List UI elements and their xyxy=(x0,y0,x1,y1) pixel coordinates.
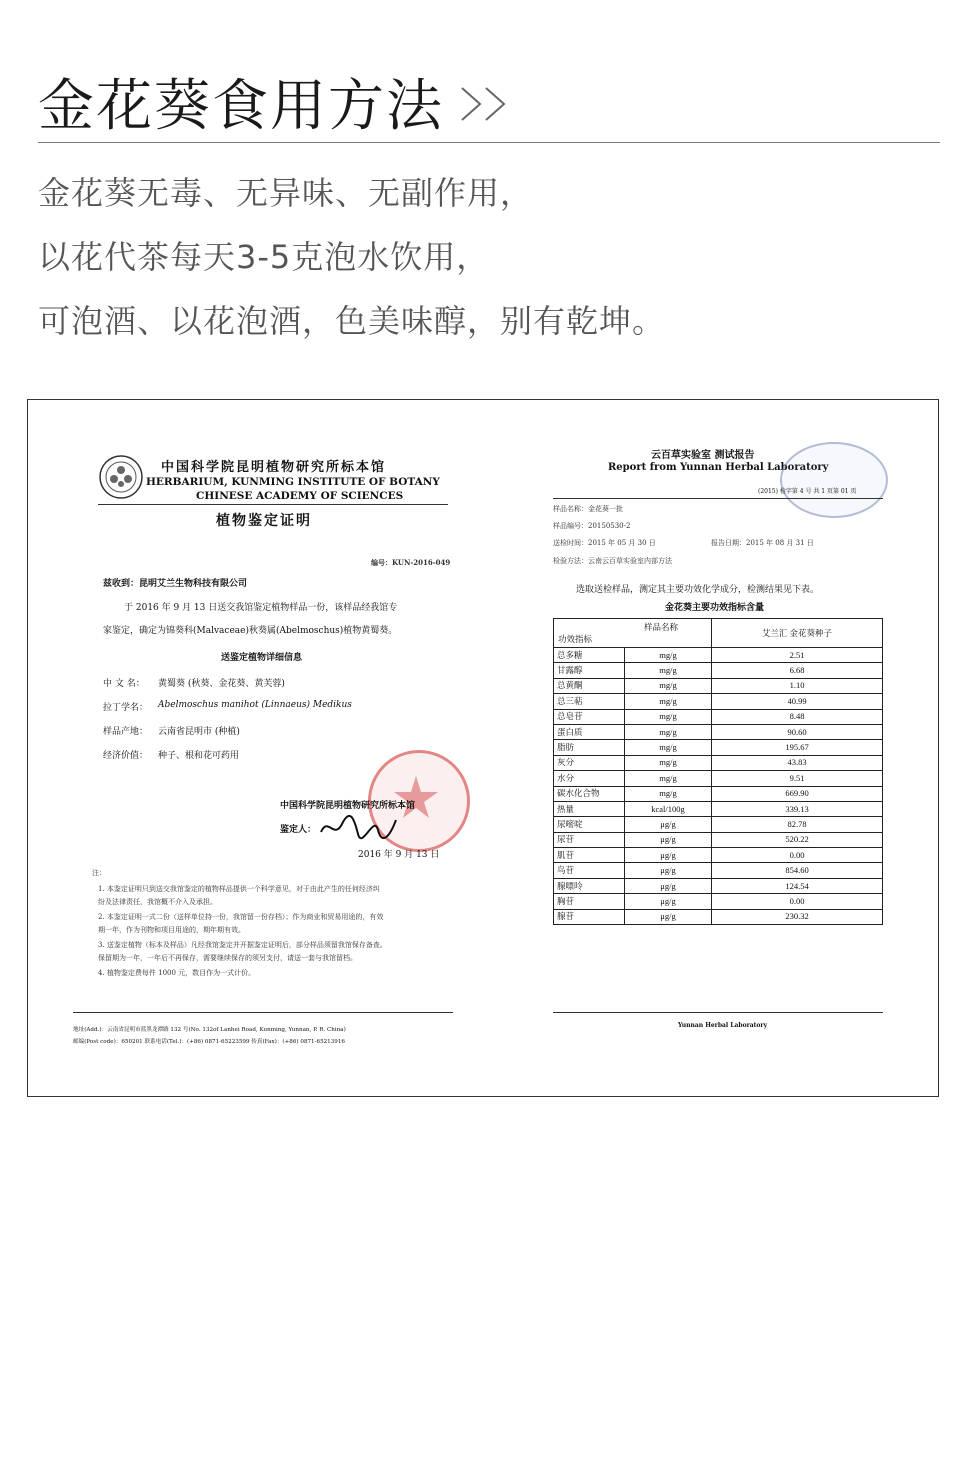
table-cell-unit: μg/g xyxy=(625,848,712,863)
table-cell-name: 总皂苷 xyxy=(554,709,625,724)
table-cell-value: 520.22 xyxy=(712,832,883,847)
table-cell-unit: kcal/100g xyxy=(625,801,712,816)
table-cell-unit: μg/g xyxy=(625,878,712,893)
table-cell-name: 甘露醇 xyxy=(554,663,625,678)
detail-label: 经济价值： xyxy=(103,751,149,761)
test-method: 检验方法：云南云百草实验室内部方法 xyxy=(553,557,672,565)
lab-seal-stamp xyxy=(780,442,888,518)
table-row xyxy=(554,801,883,816)
table-header-row xyxy=(554,619,883,648)
table-cell-value: 9.51 xyxy=(712,771,883,786)
table-cell-value: 124.54 xyxy=(712,878,883,893)
table-cell-value: 90.60 xyxy=(712,724,883,739)
table-cell-name: 尿苷 xyxy=(554,832,625,847)
note-line: 期一年，作为刊物和项目用途的，期年期有效。 xyxy=(98,926,245,934)
sample-number: 样品编号：20150530-2 xyxy=(553,522,631,530)
table-row xyxy=(554,832,883,847)
table-cell-value: 2.51 xyxy=(712,648,883,663)
table-cell-value: 339.13 xyxy=(712,801,883,816)
lab-test-report xyxy=(28,400,939,1097)
table-cell-unit: μg/g xyxy=(625,894,712,909)
certificate-title: 植物鉴定证明 xyxy=(216,513,312,529)
table-row xyxy=(554,786,883,801)
sample-name: 样品名称：金花葵一批 xyxy=(553,505,623,513)
table-row xyxy=(554,817,883,832)
nutrient-table xyxy=(553,618,883,925)
table-cell-unit: mg/g xyxy=(625,678,712,693)
note-line: 纷及法律责任，我馆概不介入及承担。 xyxy=(98,898,217,906)
org-name-cn: 中国科学院昆明植物研究所标本馆 xyxy=(161,460,387,475)
table-cell-unit: mg/g xyxy=(625,786,712,801)
table-row xyxy=(554,678,883,693)
lab-footer: Yunnan Herbal Laboratory xyxy=(678,1022,768,1029)
detail-heading: 送鉴定植物详细信息 xyxy=(221,653,303,663)
divider xyxy=(38,142,940,143)
header-sample: 样品名称 xyxy=(644,622,679,632)
table-cell-unit: μg/g xyxy=(625,909,712,924)
table-title: 金花葵主要功效指标含量 xyxy=(665,603,765,613)
table-cell-value: 43.83 xyxy=(712,755,883,770)
table-row xyxy=(554,848,883,863)
table-cell-unit: mg/g xyxy=(625,755,712,770)
notes-heading: 注： xyxy=(92,869,106,877)
table-cell-name: 碳水化合物 xyxy=(554,786,625,801)
table-cell-unit: mg/g xyxy=(625,724,712,739)
table-row xyxy=(554,863,883,878)
report-intro: 选取送检样品，测定其主要功效化学成分，检测结果见下表。 xyxy=(576,585,820,595)
table-cell-name: 蛋白质 xyxy=(554,724,625,739)
table-cell-unit: mg/g xyxy=(625,771,712,786)
table-cell-unit: μg/g xyxy=(625,863,712,878)
table-cell-name: 脂肪 xyxy=(554,740,625,755)
note-line: 3. 送鉴定植物（标本及样品）凡经我馆鉴定并开据鉴定证明后，部分样品须留我馆保存备查。 xyxy=(98,941,387,949)
table-cell-unit: mg/g xyxy=(625,648,712,663)
table-cell-value: 195.67 xyxy=(712,740,883,755)
table-row xyxy=(554,724,883,739)
org-name-en: HERBARIUM, KUNMING INSTITUTE OF BOTANY xyxy=(146,476,440,488)
footer-address: 地址(Add.)：云南省昆明市蓝黑龙潭路 132 号(No. 132of Lanhei Road, Kunming, Yunnan, P. R. China) xyxy=(73,1027,346,1033)
table-cell-value: 0.00 xyxy=(712,894,883,909)
header-index: 功效指标 xyxy=(558,634,593,644)
table-cell-name: 灰分 xyxy=(554,755,625,770)
table-cell-value: 82.78 xyxy=(712,817,883,832)
note-line: 4. 植物鉴定费每件 1000 元，数目作为一式计价。 xyxy=(98,969,256,977)
table-cell-value: 6.68 xyxy=(712,663,883,678)
detail-value: Abelmoschus manihot (Linnaeus) Medikus xyxy=(158,700,352,710)
certificate-number: 编号：KUN-2016-049 xyxy=(371,558,451,567)
sign-label: 鉴定人： xyxy=(280,825,317,835)
table-row xyxy=(554,740,883,755)
double-chevron-right-icon xyxy=(458,86,510,122)
table-row xyxy=(554,755,883,770)
table-cell-name: 尿嘧啶 xyxy=(554,817,625,832)
table-cell-name: 热量 xyxy=(554,801,625,816)
table-cell-value: 854.60 xyxy=(712,863,883,878)
table-row xyxy=(554,878,883,893)
page-title: 金花葵食用方法 xyxy=(38,74,444,139)
sign-org: 中国科学院昆明植物研究所标本馆 xyxy=(280,801,416,811)
table-cell-value: 230.32 xyxy=(712,909,883,924)
table-cell-name: 鸟苷 xyxy=(554,863,625,878)
table-cell-unit: mg/g xyxy=(625,740,712,755)
table-row xyxy=(554,771,883,786)
detail-value: 云南省昆明市 (种植) xyxy=(158,727,240,737)
table-cell-unit: μg/g xyxy=(625,817,712,832)
table-cell-name: 总三萜 xyxy=(554,694,625,709)
certificate-body: 于 2016 年 9 月 13 日送交我馆鉴定植物样品一份，该样品经我馆专 xyxy=(124,603,398,613)
intro-line: 以花代茶每天3-5克泡水饮用， xyxy=(38,238,490,276)
table-cell-value: 0.00 xyxy=(712,848,883,863)
report-rule xyxy=(553,498,883,499)
certificate-scan xyxy=(27,399,939,1097)
table-cell-unit: mg/g xyxy=(625,709,712,724)
table-cell-name: 腺嘌呤 xyxy=(554,878,625,893)
table-row xyxy=(554,709,883,724)
recipient: 兹收到：昆明艾兰生物科技有限公司 xyxy=(103,579,248,589)
table-cell-unit: mg/g xyxy=(625,694,712,709)
table-row xyxy=(554,648,883,663)
table-cell-name: 肌苷 xyxy=(554,848,625,863)
note-line: 保留期为一年，一年后不再保存，需要继续保存的须另支付，请送一套与我馆留档。 xyxy=(98,954,357,962)
intro-line: 可泡酒、以花泡酒，色美味醇，别有乾坤。 xyxy=(38,302,666,340)
report-number: (2015) 检字第 4 号 共 1 页第 01 页 xyxy=(758,488,857,495)
detail-value: 黄蜀葵 (秋葵、金花葵、黄芙蓉) xyxy=(158,679,285,689)
lab-title-en: Report from Yunnan Herbal Laboratory xyxy=(608,462,829,473)
table-row xyxy=(554,909,883,924)
table-row xyxy=(554,663,883,678)
report-date: 报告日期：2015 年 08 月 31 日 xyxy=(711,539,814,547)
lab-footer-rule xyxy=(553,1012,883,1013)
intro-line: 金花葵无毒、无异味、无副作用， xyxy=(38,174,534,212)
org-name-en-2: CHINESE ACADEMY OF SCIENCES xyxy=(196,490,404,502)
certificate-body: 家鉴定，确定为锦葵科(Malvaceae)秋葵属(Abelmoschus)植物黄蜀葵。 xyxy=(103,626,398,636)
detail-label: 样品产地： xyxy=(103,727,149,737)
send-date: 送检时间：2015 年 05 月 30 日 xyxy=(553,539,656,547)
table-cell-value: 669.90 xyxy=(712,786,883,801)
note-line: 1. 本鉴定证明只到送交我馆鉴定的植物样品提供一个科学意见，对于由此产生的任何经济纠 xyxy=(98,885,380,893)
footer-contact: 邮编(Post code)：650201 联系电话(Tel.)：(+86) 0871-65223599 传真(Fax)：(+86) 0871-65213916 xyxy=(73,1039,345,1045)
table-cell-unit: μg/g xyxy=(625,832,712,847)
table-cell-value: 1.10 xyxy=(712,678,883,693)
table-cell-value: 8.48 xyxy=(712,709,883,724)
table-cell-name: 总黄酮 xyxy=(554,678,625,693)
table-cell-value: 40.99 xyxy=(712,694,883,709)
table-cell-name: 胸苷 xyxy=(554,894,625,909)
detail-value: 种子、根和花可药用 xyxy=(158,751,240,761)
sign-date: 2016 年 9 月 13 日 xyxy=(358,850,440,860)
lab-title-cn: 云百草实验室 测试报告 xyxy=(651,450,755,461)
table-cell-name: 腺苷 xyxy=(554,909,625,924)
detail-label: 拉丁学名： xyxy=(103,703,149,713)
note-line: 2. 本鉴定证明一式二份（送样单位持一份，我馆留一份存档）；作为商业和贸易用途的，有效 xyxy=(98,913,384,921)
header-col3: 艾兰汇 金花葵种子 xyxy=(712,619,883,648)
table-row xyxy=(554,694,883,709)
table-cell-name: 总多糖 xyxy=(554,648,625,663)
detail-label: 中 文 名： xyxy=(103,679,145,689)
table-cell-name: 水分 xyxy=(554,771,625,786)
table-row xyxy=(554,894,883,909)
table-cell-unit: mg/g xyxy=(625,663,712,678)
